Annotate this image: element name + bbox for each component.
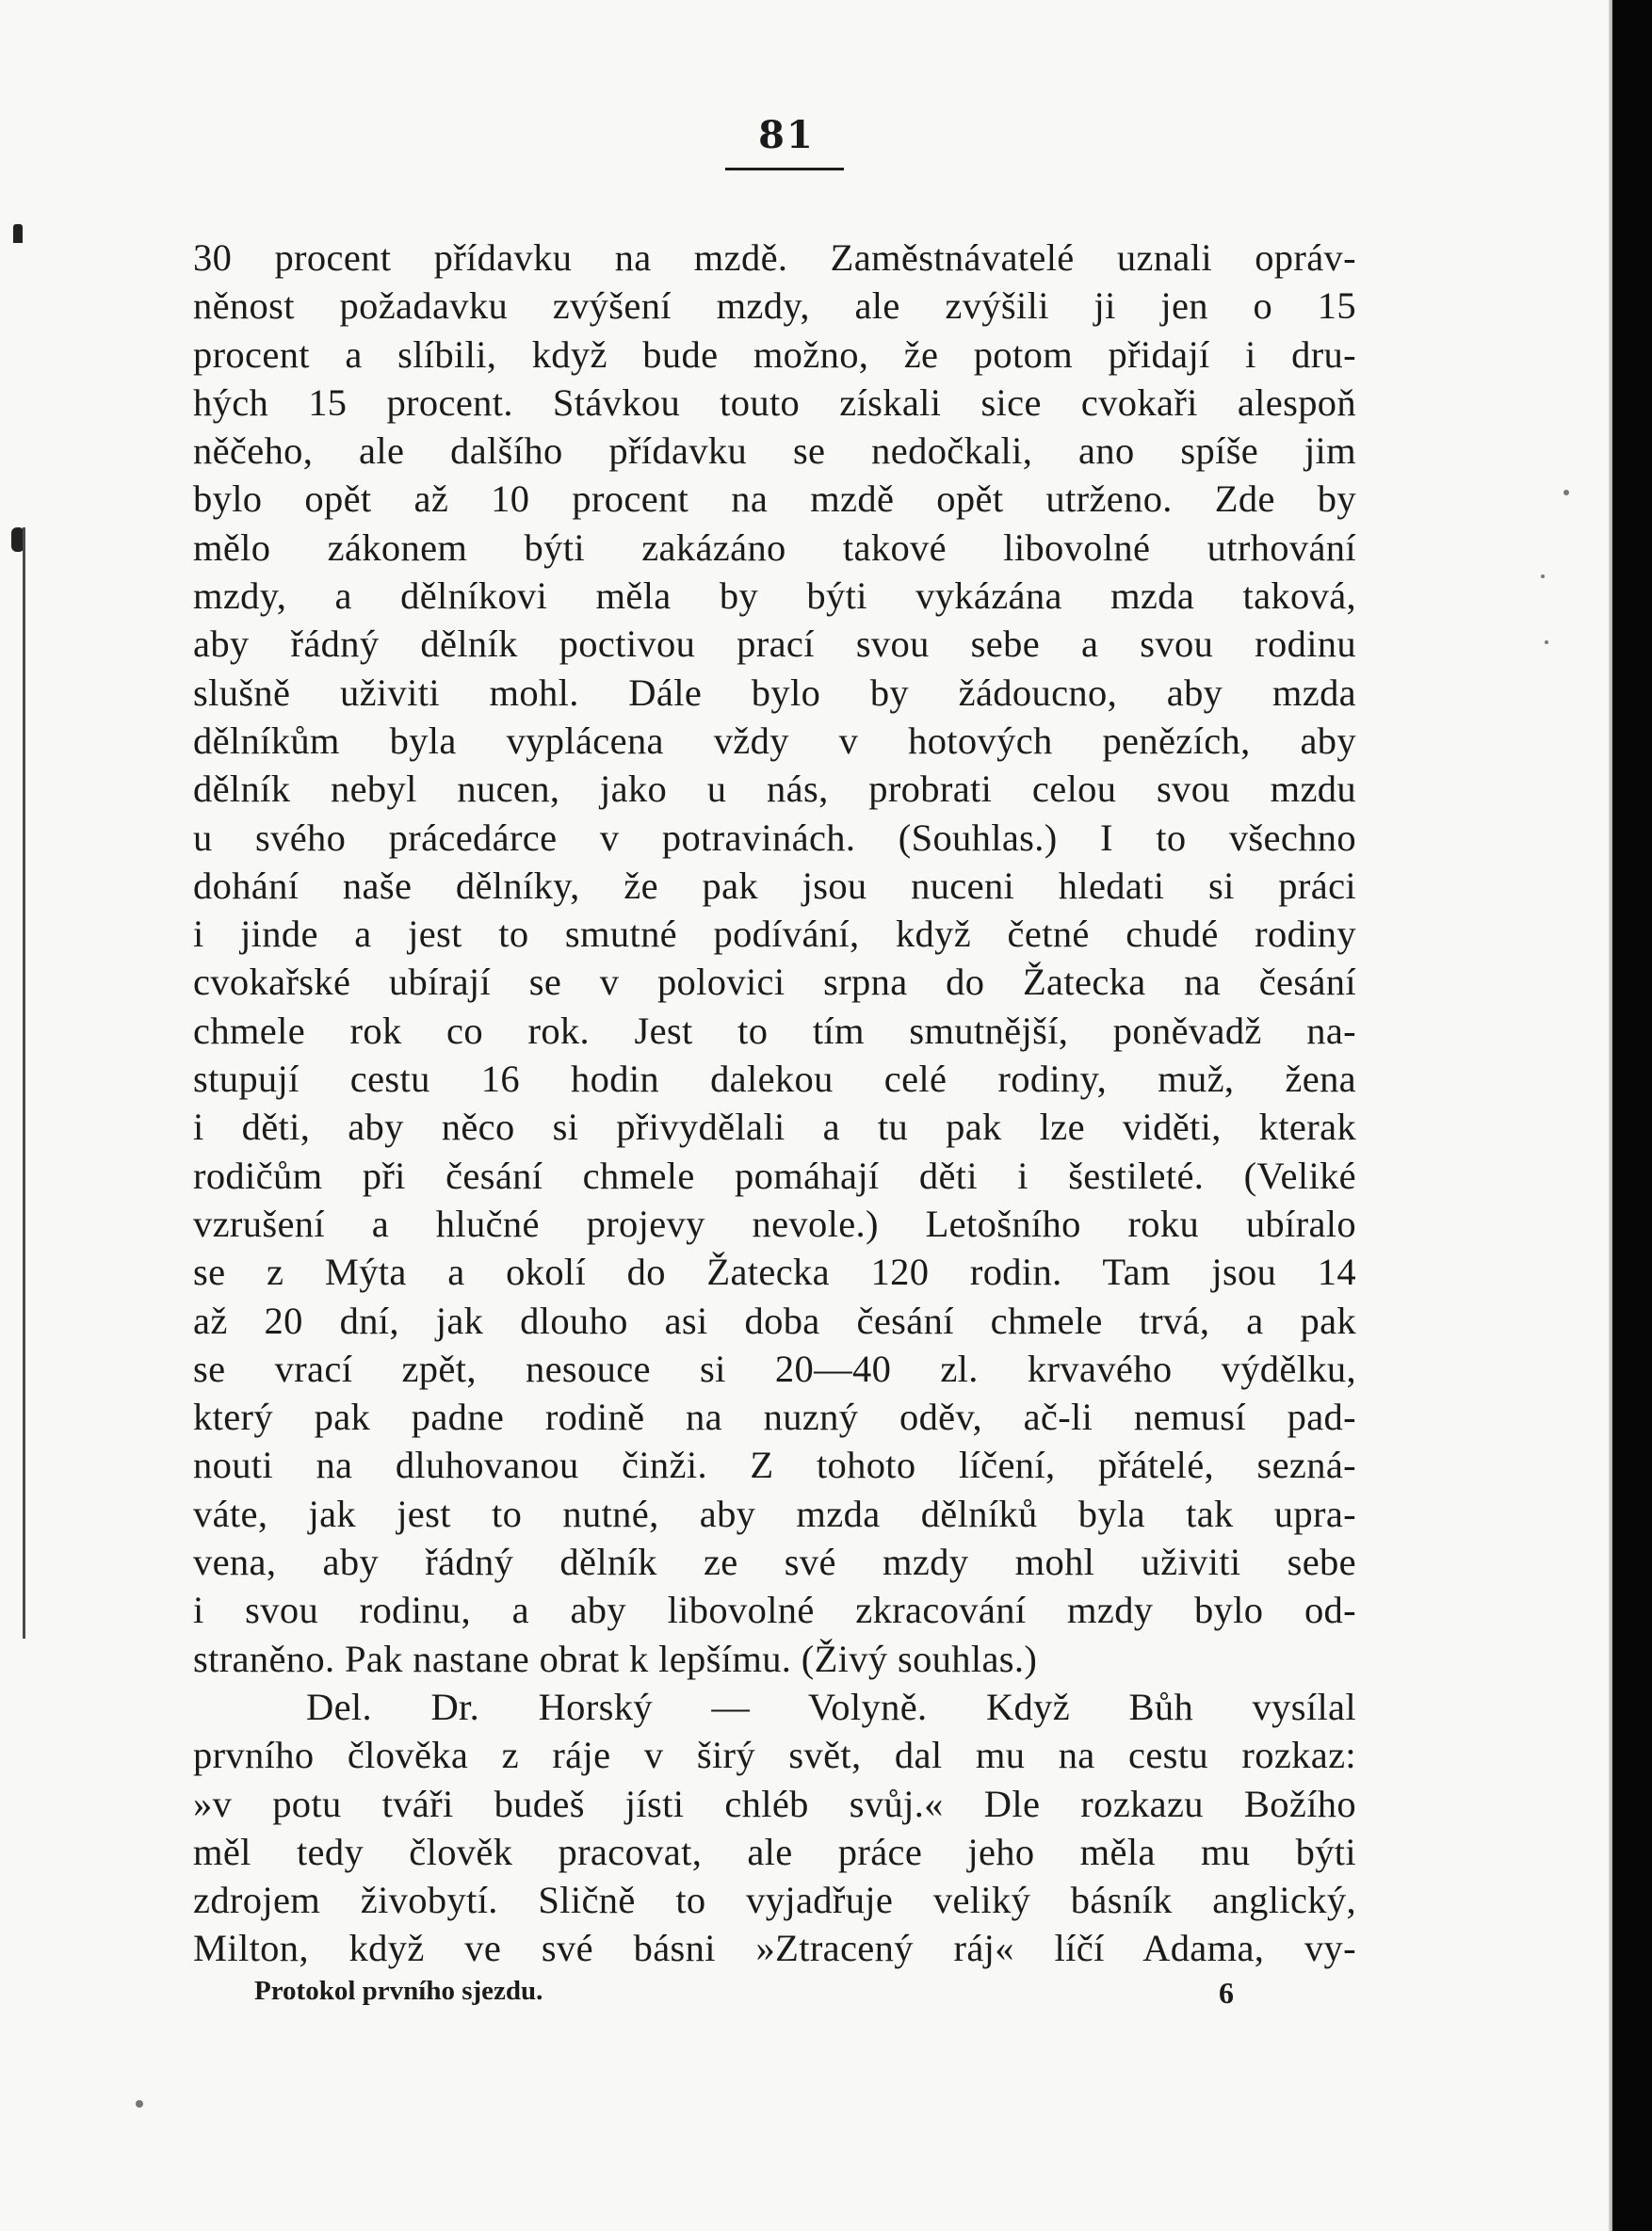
text-line: něčeho, ale dalšího přídavku se nedočkali, ano spíše jim (193, 429, 1356, 473)
signature-mark: 6 (1219, 1976, 1234, 2010)
scan-speck (136, 2100, 143, 2108)
text-line: zdrojem živobytí. Sličně to vyjadřuje veliký básník anglický, (193, 1879, 1356, 1922)
text-line: u svého prácedárce v potravinách. (Souhlas.) I to všechno (193, 816, 1356, 859)
text-line: bylo opět až 10 procent na mzdě opět utrženo. Zde by (193, 477, 1356, 521)
text-line: který pak padne rodině na nuzný oděv, ač-li nemusí pad- (193, 1396, 1356, 1439)
scan-speck (1563, 490, 1569, 495)
footer-title: Protokol prvního sjezdu. (254, 1976, 543, 2006)
text-line: i děti, aby něco si přivydělali a tu pak lze viděti, kterak (193, 1106, 1356, 1149)
text-line: 30 procent přídavku na mzdě. Zaměstnávatelé uznali opráv- (193, 236, 1356, 279)
text-line: aby řádný dělník poctivou prací svou sebe a svou rodinu (193, 622, 1356, 666)
text-line: i jinde a jest to smutné podívání, když četné chudé rodiny (193, 913, 1356, 956)
text-line: Milton, když ve své básni »Ztracený ráj« líčí Adama, vy- (193, 1927, 1356, 1970)
text-line: Del. Dr. Horský — Volyně. Když Bůh vysílal (306, 1685, 1356, 1728)
text-line: prvního člověka z ráje v širý svět, dal mu na cestu rozkaz: (193, 1734, 1356, 1777)
text-line: mělo zákonem býti zakázáno takové libovolné utrhování (193, 525, 1356, 569)
binding-shadow (23, 527, 25, 1639)
page-number-rule (725, 168, 844, 170)
text-line: dohání naše dělníky, že pak jsou nuceni hledati si práci (193, 864, 1356, 907)
scan-speck (1541, 574, 1545, 578)
margin-mark (13, 224, 23, 243)
text-line: vzrušení a hlučné projevy nevole.) Letošního roku ubíralo (193, 1202, 1356, 1245)
text-line: rodičům při česání chmele pomáhají děti i šestileté. (Veliké (193, 1154, 1356, 1197)
text-line: měl tedy člověk pracovat, ale práce jeho měla mu býti (193, 1830, 1356, 1873)
text-line: »v potu tváři budeš jísti chléb svůj.« Dle rozkazu Božího (193, 1782, 1356, 1825)
text-line: se vrací zpět, nesouce si 20—40 zl. krvavého výdělku, (193, 1347, 1356, 1390)
scan-speck (1545, 640, 1548, 644)
text-line: dělníkům byla vyplácena vždy v hotových penězích, aby (193, 719, 1356, 762)
text-line: chmele rok co rok. Jest to tím smutnější, poněvadž na- (193, 1009, 1356, 1052)
body-text (193, 234, 1356, 1973)
text-line: až 20 dní, jak dlouho asi doba česání chmele trvá, a pak (193, 1299, 1356, 1342)
text-line: procent a slíbili, když bude možno, že potom přidají i dru- (193, 332, 1356, 376)
text-line: straněno. Pak nastane obrat k lepšímu. (Živý souhlas.) (193, 1637, 1038, 1680)
text-line: mzdy, a dělníkovi měla by býti vykázána mzda taková, (193, 574, 1356, 618)
text-line: vena, aby řádný dělník ze své mzdy mohl uživiti sebe (193, 1541, 1356, 1584)
text-line: nouti na dluhovanou činži. Z tohoto líčení, přátelé, sezná- (193, 1444, 1356, 1487)
text-line: váte, jak jest to nutné, aby mzda dělníků byla tak upra- (193, 1492, 1356, 1535)
text-line: hých 15 procent. Stávkou touto získali sice cvokaři alespoň (193, 380, 1356, 424)
text-line: slušně uživiti mohl. Dále bylo by žádoucno, aby mzda (193, 671, 1356, 714)
text-line: i svou rodinu, a aby libovolné zkracování mzdy bylo od- (193, 1589, 1356, 1632)
text-line: dělník nebyl nucen, jako u nás, probrati celou svou mzdu (193, 768, 1356, 811)
text-line: něnost požadavku zvýšení mzdy, ale zvýšili ji jen o 15 (193, 284, 1356, 328)
page-number: 81 (758, 113, 815, 157)
text-line: se z Mýta a okolí do Žatecka 120 rodin. Tam jsou 14 (193, 1251, 1356, 1294)
scan-border (1612, 0, 1652, 2231)
text-line: stupují cestu 16 hodin dalekou celé rodiny, muž, žena (193, 1058, 1356, 1101)
text-line: cvokařské ubírají se v polovici srpna do Žatecka na česání (193, 961, 1356, 1004)
